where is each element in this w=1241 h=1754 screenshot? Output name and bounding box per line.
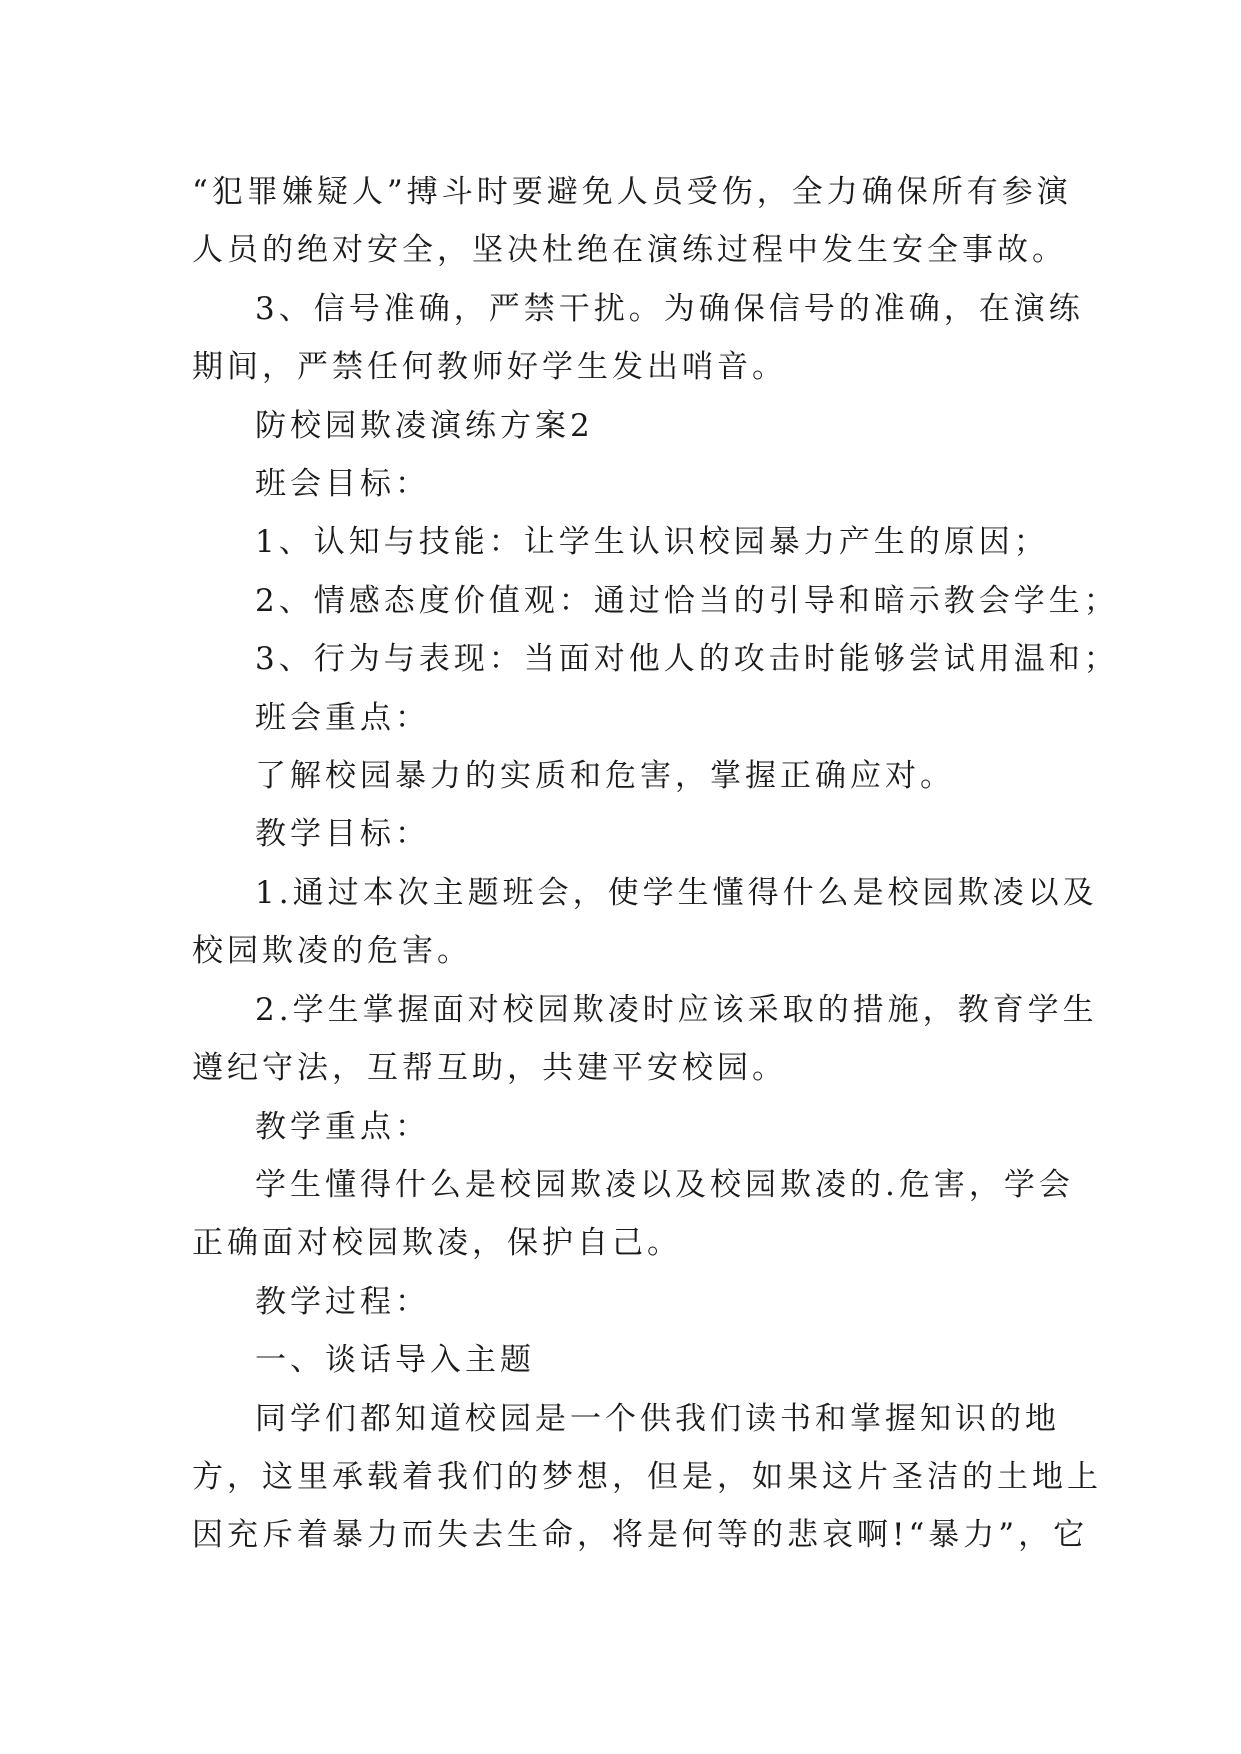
text-line: 教学过程： <box>255 1283 430 1320</box>
text-line: 方，这里承载着我们的梦想，但是，如果这片圣洁的土地上 <box>192 1458 1102 1495</box>
section-heading: 防校园欺凌演练方案2 <box>255 407 594 444</box>
text-line: 教学目标： <box>255 816 430 853</box>
text-line: 了解校园暴力的实质和危害，掌握正确应对。 <box>255 758 955 795</box>
text-line: 遵纪守法，互帮互助，共建平安校园。 <box>192 1050 787 1087</box>
text-line: 教学重点： <box>255 1108 430 1145</box>
text-line: “犯罪嫌疑人”搏斗时要避免人员受伤，全力确保所有参演 <box>192 174 1072 210</box>
text-line: 一、谈话导入主题 <box>255 1342 535 1379</box>
text-line: 3、信号准确，严禁干扰。为确保信号的准确，在演练 <box>255 290 1084 327</box>
text-line: 正确面对校园欺凌，保护自己。 <box>192 1225 682 1262</box>
text-line: 因充斥着暴力而失去生命，将是何等的悲哀啊!“暴力”，它 <box>192 1517 1089 1554</box>
text-line: 班会目标： <box>255 466 430 503</box>
text-line: 校园欺凌的危害。 <box>192 933 472 970</box>
text-line: 2.学生掌握面对校园欺凌时应该采取的措施，教育学生 <box>255 991 1098 1028</box>
text-line: 2、情感态度价值观：通过恰当的引导和暗示教会学生； <box>255 582 1119 619</box>
text-line: 3、行为与表现：当面对他人的攻击时能够尝试用温和； <box>255 641 1119 678</box>
text-line: 同学们都知道校园是一个供我们读书和掌握知识的地 <box>255 1400 1060 1437</box>
text-line: 班会重点： <box>255 699 430 736</box>
text-line: 人员的绝对安全，坚决杜绝在演练过程中发生安全事故。 <box>192 232 1067 269</box>
text-line: 1、认知与技能：让学生认识校园暴力产生的原因； <box>255 524 1049 561</box>
text-line: 1.通过本次主题班会，使学生懂得什么是校园欺凌以及 <box>255 874 1098 911</box>
text-line: 学生懂得什么是校园欺凌以及校园欺凌的.危害，学会 <box>255 1166 1074 1203</box>
text-line: 期间，严禁任何教师好学生发出哨音。 <box>192 349 787 386</box>
document-body <box>192 163 1119 1565</box>
